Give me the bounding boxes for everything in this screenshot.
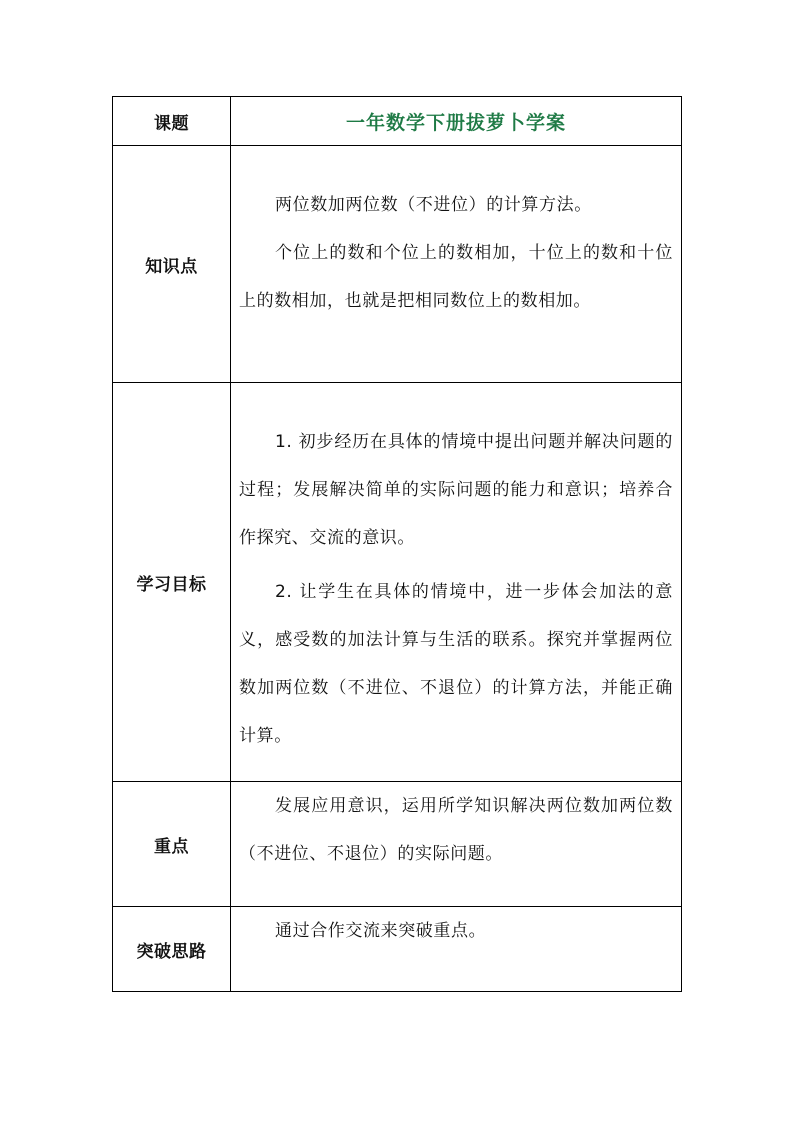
- key-point-content-cell: [231, 782, 682, 907]
- knowledge-content-cell: [231, 146, 682, 383]
- breakthrough-row: [113, 907, 682, 992]
- header-row: [113, 97, 682, 146]
- goal-paragraph-1: 1. 初步经历在具体的情境中提出问题并解决问题的过程；发展解决简单的实际问题的能力和意识；培养合作探究、交流的意识。: [239, 432, 673, 548]
- breakthrough-paragraph: 通过合作交流来突破重点。: [275, 921, 487, 941]
- goals-content: [231, 383, 681, 760]
- goals-row: [113, 383, 682, 782]
- goal-paragraph-2: 2. 让学生在具体的情境中，进一步体会加法的意义，感受数的加法计算与生活的联系。探究并掌握两位数加两位数（不进位、不退位）的计算方法，并能正确计算。: [239, 582, 673, 746]
- key-point-row: [113, 782, 682, 907]
- breakthrough-label: 突破思路: [113, 907, 231, 992]
- breakthrough-content-cell: [231, 907, 682, 992]
- knowledge-row: [113, 146, 682, 383]
- knowledge-label: 知识点: [113, 146, 231, 383]
- lesson-title: 一年数学下册拔萝卜学案: [231, 97, 682, 146]
- knowledge-content: [231, 146, 681, 325]
- goals-content-cell: [231, 383, 682, 782]
- header-label: 课题: [113, 97, 231, 146]
- goals-label: 学习目标: [113, 383, 231, 782]
- knowledge-paragraph-2: 个位上的数和个位上的数相加，十位上的数和十位上的数相加，也就是把相同数位上的数相加。: [239, 243, 673, 311]
- key-point-paragraph: 发展应用意识，运用所学知识解决两位数加两位数（不进位、不退位）的实际问题。: [239, 796, 673, 864]
- breakthrough-content: [231, 907, 681, 955]
- key-point-label: 重点: [113, 782, 231, 907]
- knowledge-paragraph-1: 两位数加两位数（不进位）的计算方法。: [275, 195, 592, 215]
- lesson-plan-table: [112, 96, 682, 992]
- key-point-content: [231, 782, 681, 878]
